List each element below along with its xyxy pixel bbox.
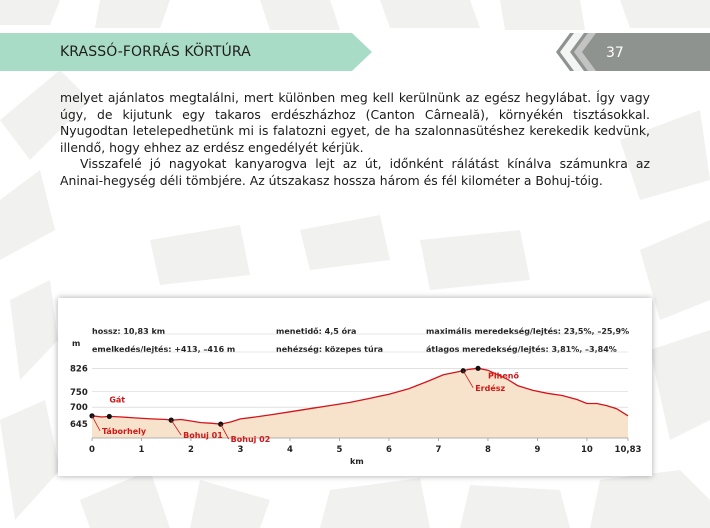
waypoint-marker xyxy=(107,414,112,419)
waypoint-label: Gát xyxy=(109,395,126,405)
paragraph: melyet ajánlatos megtalálni, mert különben meg kell kerülnünk az egész hegylábat. Így vagy úgy, de kijutunk egy takaros erdészházhoz (Canton Cârneală), környékén tisztásokkal. Nyugodtan letelepedhetünk mi is falatozni egyet, de ha szalonnasütéshez kerekedik kedvünk, illendő, hogy ehhez az erdész engedélyét kérjük. xyxy=(60,90,650,155)
waypoint-marker xyxy=(89,413,94,418)
y-tick-label: 750 xyxy=(70,387,88,398)
waypoint-label: Pihenő xyxy=(488,371,519,381)
waypoint-marker xyxy=(475,366,480,371)
info-time: menetidő: 4,5 óra xyxy=(276,327,357,336)
x-tick-label: 1 xyxy=(138,445,145,455)
elevation-profile-chart xyxy=(58,298,652,476)
info-difficulty: nehézség: közepes túra xyxy=(276,345,384,354)
info-elevation-gain: emelkedés/lejtés: +413, –416 m xyxy=(92,345,236,354)
elevation-chart-svg xyxy=(58,298,652,476)
waypoint-label: Erdész xyxy=(475,383,506,393)
x-axis-label: km xyxy=(350,457,364,466)
x-tick-label: 9 xyxy=(534,445,541,455)
x-tick-label: 3 xyxy=(237,445,244,455)
x-tick-label: 2 xyxy=(188,445,194,455)
x-tick-label: 4 xyxy=(287,445,293,455)
body-text xyxy=(60,90,650,190)
waypoint-label: Bohuj 02 xyxy=(230,435,271,445)
waypoint-marker xyxy=(461,368,466,373)
waypoint-label: Táborhely xyxy=(102,426,147,436)
x-tick-label: 5 xyxy=(336,445,343,455)
x-tick-label: 10 xyxy=(580,445,593,455)
page-number: 37 xyxy=(606,45,624,61)
info-avg-grade: átlagos meredekség/lejtés: 3,81%, –3,84% xyxy=(426,345,617,354)
info-length: hossz: 10,83 km xyxy=(92,327,166,336)
x-tick-label: 0 xyxy=(89,445,95,455)
x-tick-label: 10,83 xyxy=(614,445,642,455)
y-tick-label: 826 xyxy=(70,364,88,375)
waypoint-label: Bohuj 01 xyxy=(183,431,223,441)
info-max-grade: maximális meredekség/lejtés: 23,5%, –25,9% xyxy=(426,327,630,336)
x-tick-label: 7 xyxy=(435,445,442,455)
x-tick-label: 8 xyxy=(484,445,491,455)
paragraph: Visszafelé jó nagyokat kanyarogva lejt az út, időnként rálátást kínálva számunkra az Aninai-hegység déli tömbjére. Az útszakasz hossza három és fél kilométer a Bohuj-tóig. xyxy=(60,156,650,188)
chevron-decoration-icon xyxy=(556,33,596,71)
y-axis-label: m xyxy=(72,339,81,348)
chapter-title: KRASSÓ-FORRÁS KÖRTÚRA xyxy=(60,44,251,60)
y-tick-label: 700 xyxy=(70,403,88,414)
y-tick-label: 645 xyxy=(70,420,88,431)
y-ticks xyxy=(70,364,88,430)
x-tick-label: 6 xyxy=(385,445,392,455)
x-ticks xyxy=(89,438,641,455)
